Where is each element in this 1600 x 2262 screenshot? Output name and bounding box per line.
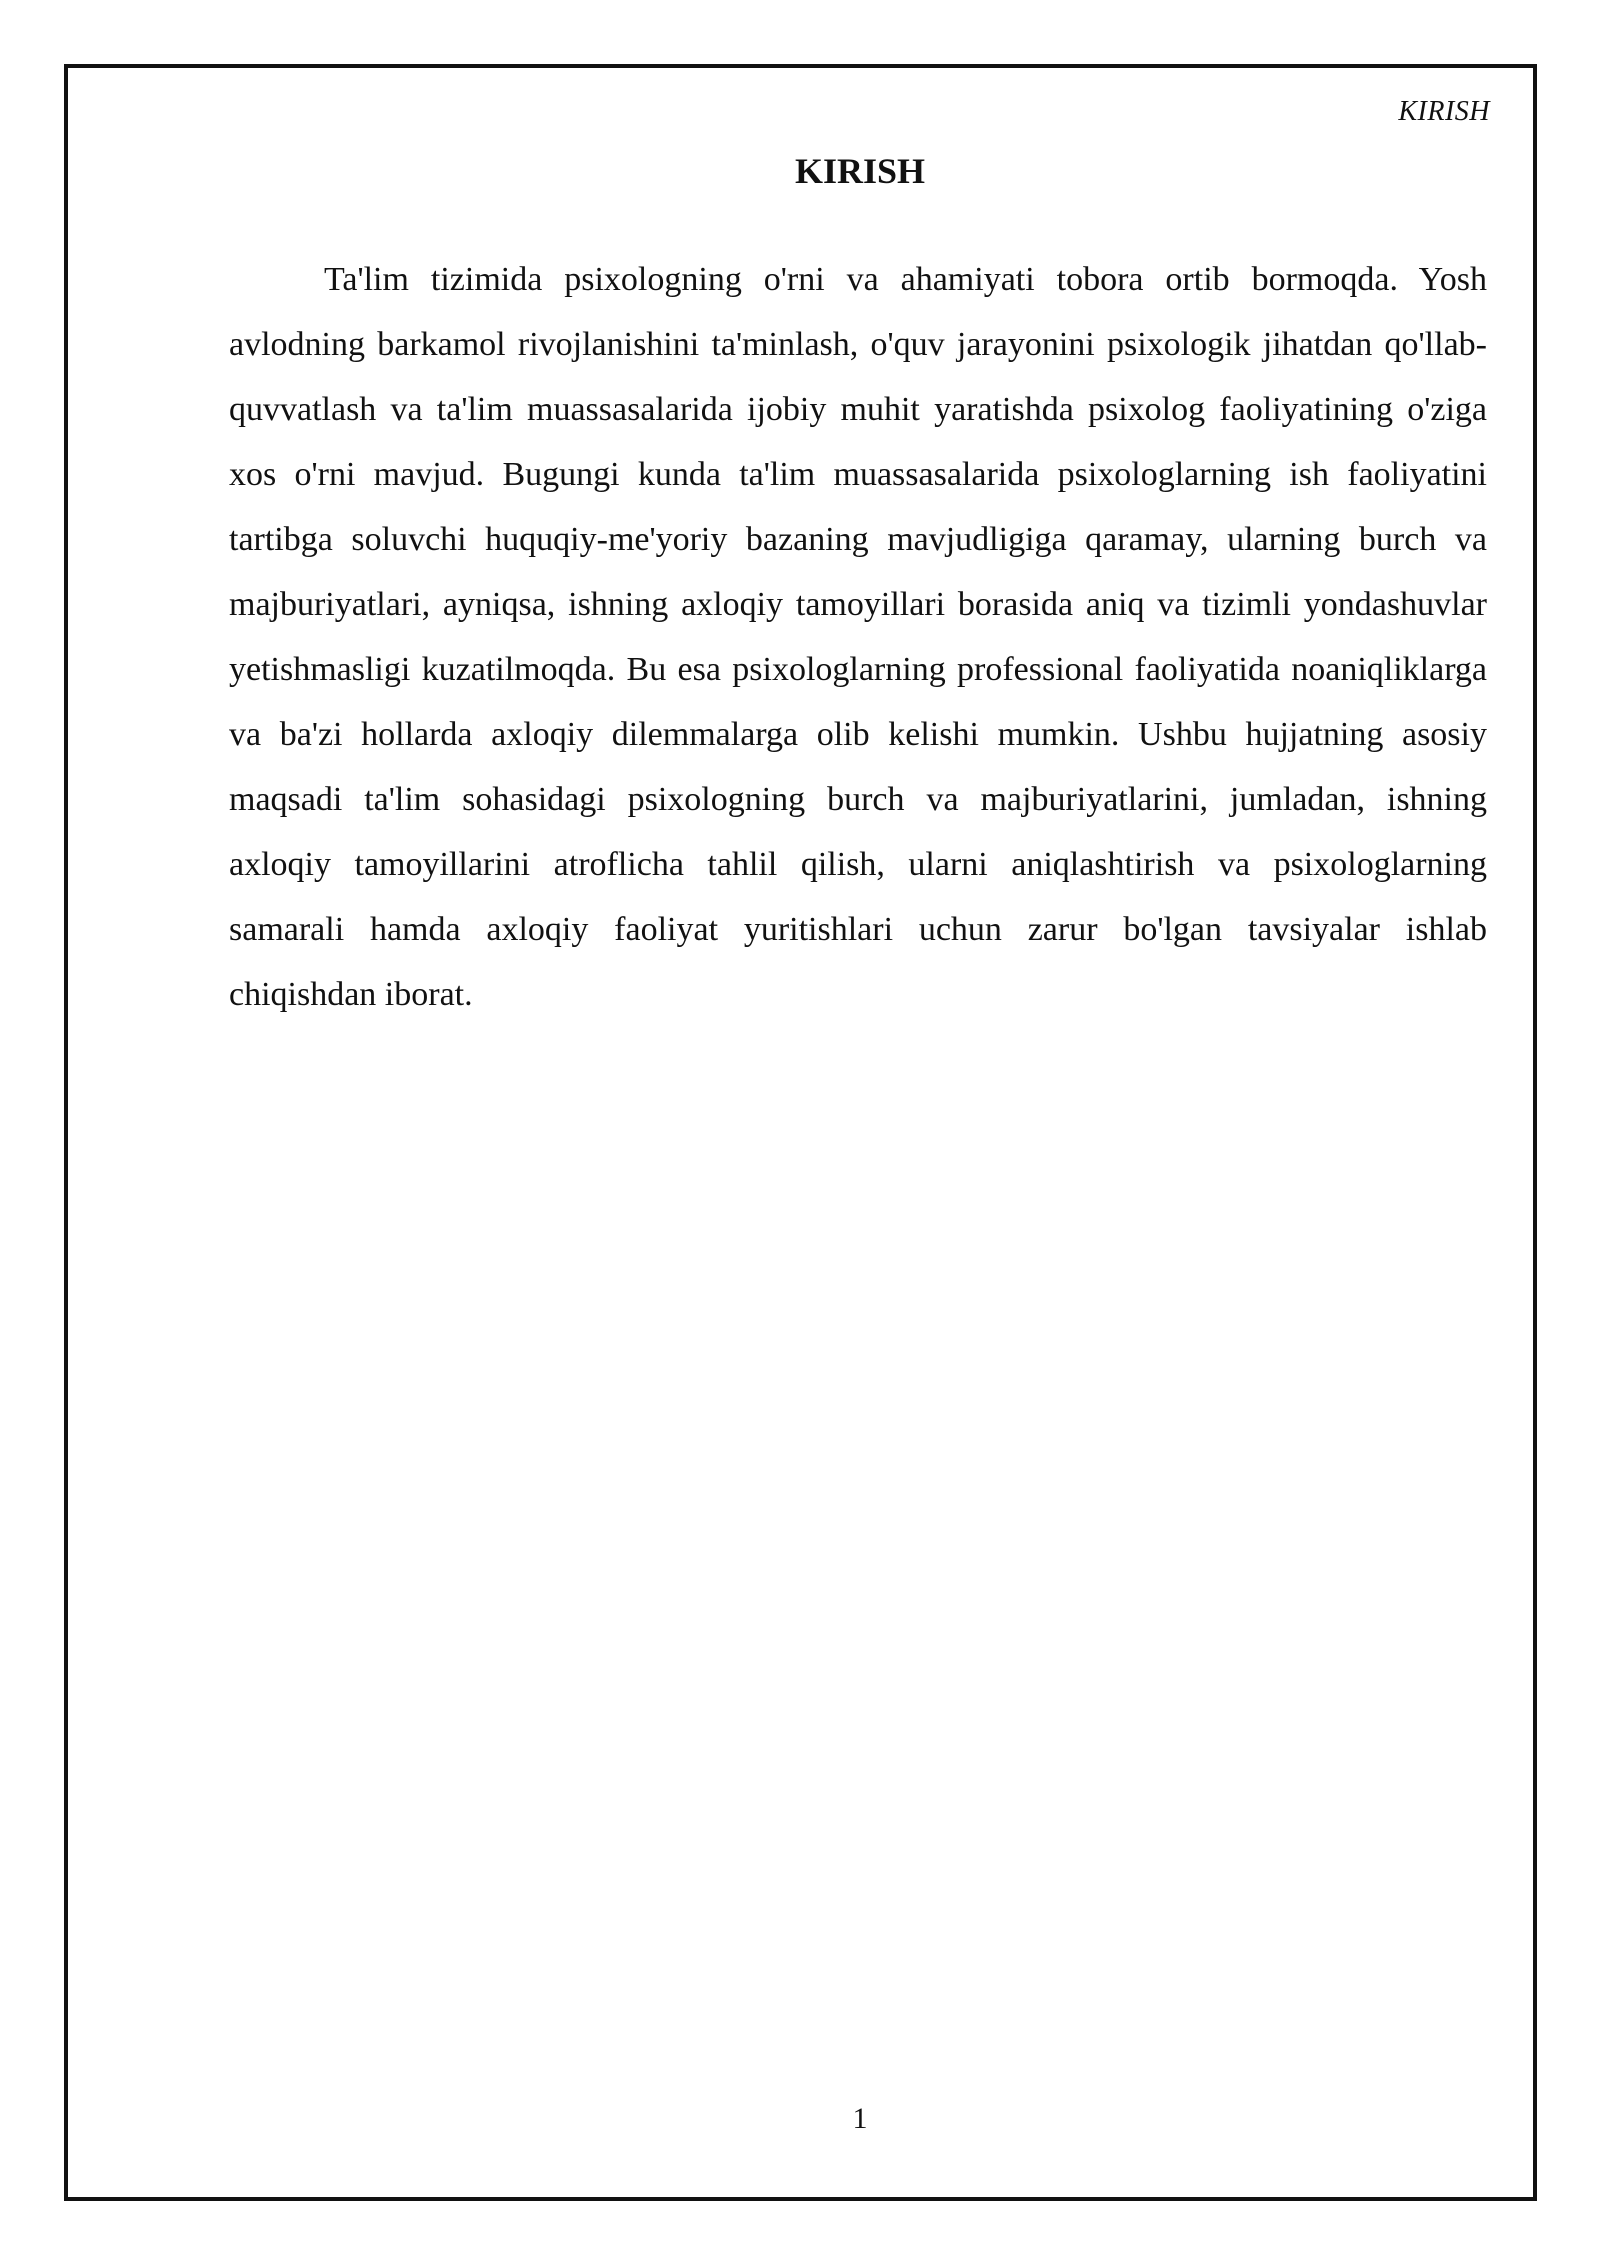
running-header: KIRISH	[1398, 96, 1490, 127]
body-paragraph: Ta'lim tizimida psixologning o'rni va ahamiyati tobora ortib bormoqda. Yosh avlodning barkamol rivojlanishini ta'minlash, o'quv jarayonini psixologik jihatdan qo'llab-quvvatlash va ta'lim muassasalarida ijobiy muhit yaratishda psixolog faoliyatining o'ziga xos o'rni mavjud. Bugungi kunda ta'lim muassasalarida psixologlarning ish faoliyatini tartibga soluvchi huquqiy-me'yoriy bazaning mavjudligiga qaramay, ularning burch va majburiyatlari, ayniqsa, ishning axloqiy tamoyillari borasida aniq va tizimli yondashuvlar yetishmasligi kuzatilmoqda. Bu esa psixologlarning professional faoliyatida noaniqliklarga va ba'zi hollarda axloqiy dilemmalarga olib kelishi mumkin. Ushbu hujjatning asosiy maqsadi ta'lim sohasidagi psixologning burch va majburiyatlarini, jumladan, ishning axloqiy tamoyillarini atroflicha tahlil qilish, ularni aniqlashtirish va psixologlarning samarali hamda axloqiy faoliyat yuritishlari uchun zarur bo'lgan tavsiyalar ishlab chiqishdan iborat.	[229, 261, 1487, 1013]
page-number: 1	[852, 2102, 868, 2135]
page-title: KIRISH	[794, 151, 926, 191]
